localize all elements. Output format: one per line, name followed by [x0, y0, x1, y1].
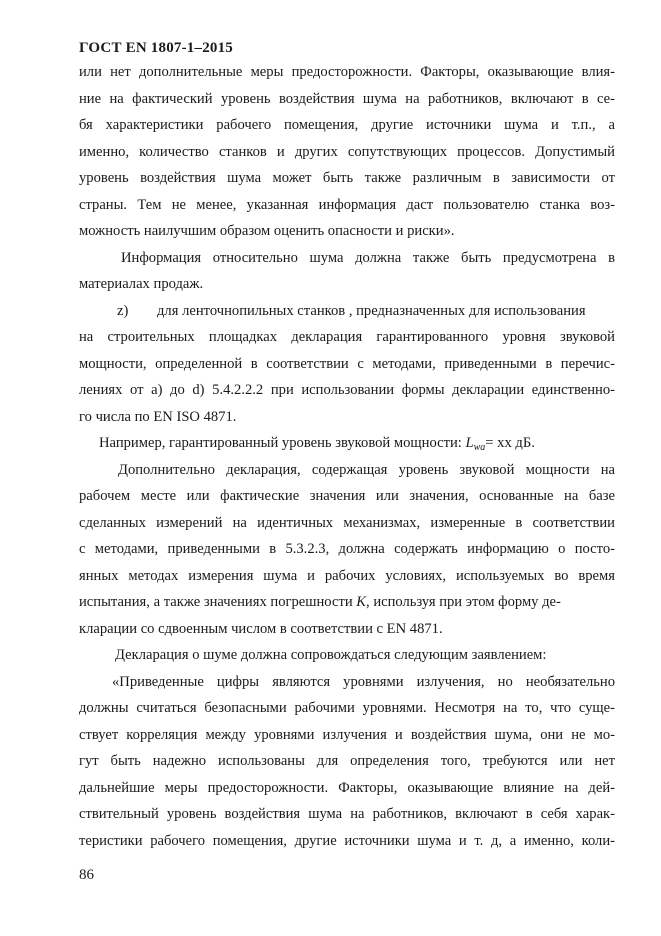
- example-value: = xx дБ.: [485, 435, 535, 451]
- text-line: лениях от а) до d) 5.4.2.2.2 при использовании формы декларации единственно-: [79, 382, 615, 398]
- text-line: Дополнительно декларация, содержащая уровень звуковой мощности на: [118, 461, 615, 478]
- text-line: уровень воздействия шума может быть также различным в зависимости от: [79, 170, 615, 186]
- text-line: го числа по EN ISO 4871.: [79, 408, 237, 425]
- text-line: мощности, определенной в соответствии с методами, приведенными в перечис-: [79, 355, 615, 372]
- list-item-z: [79, 298, 615, 325]
- text-line: рабочем месте или фактические значения или значения, основанные на базе: [79, 488, 615, 504]
- text-line: Декларация о шуме должна сопровождаться следующим заявлением:: [115, 647, 547, 663]
- text-line: сделанных измерений на идентичных механизмах, измеренные в соответствии: [79, 514, 615, 531]
- text-line: страны. Тем не менее, указанная информация даст пользователю станка воз-: [79, 196, 615, 213]
- text-line: ствительный уровень воздействия шума на работников, включают в себя харак-: [79, 806, 615, 822]
- text-line: должны считаться безопасными рабочими уровнями. Несмотря на то, что суще-: [79, 700, 615, 716]
- standard-header: ГОСТ EN 1807-1–2015: [79, 40, 233, 56]
- text-line: именно, количество станков и других сопутствующих процессов. Допустимый: [79, 143, 615, 160]
- page-number: 86: [79, 867, 94, 883]
- body-text: [79, 59, 615, 854]
- text-line: кларации со сдвоенным числом в соответствии с EN 4871.: [79, 620, 443, 637]
- text-line: с методами, приведенными в 5.3.2.3, должна содержать информацию о посто-: [79, 541, 615, 557]
- example-text: Например, гарантированный уровень звуковой мощности:: [99, 435, 466, 451]
- text-segment: , используя при этом форму де-: [366, 594, 561, 610]
- example-line: [79, 430, 615, 457]
- text-line: ствует корреляция между уровнями излучения и воздействия шума, они не мо-: [79, 726, 615, 743]
- text-line: материалах продаж.: [79, 276, 204, 292]
- text-segment: испытания, а также значениях погрешности: [79, 594, 357, 610]
- text-line: или нет дополнительные меры предосторожности. Факторы, оказывающие влия-: [79, 64, 615, 80]
- text-line: бя характеристики рабочего помещения, другие источники шума и т.п., а: [79, 117, 615, 133]
- text-line: гут быть надежно использованы для определения того, требуются или нет: [79, 753, 615, 769]
- text-line: на строительных площадках декларация гарантированного уровня звуковой: [79, 329, 615, 345]
- text-line: теристики рабочего помещения, другие источники шума и т. д, а именно, коли-: [79, 832, 615, 849]
- list-item-label: z): [117, 302, 129, 319]
- symbol-k: K: [356, 594, 367, 610]
- text-line: дальнейшие меры предосторожности. Факторы, оказывающие влияние на дей-: [79, 779, 615, 796]
- text-line: для ленточнопильных станков , предназначенных для использования: [157, 302, 586, 319]
- symbol-subscript: wa: [473, 442, 486, 453]
- text-line: «Приведенные цифры являются уровнями излучения, но необязательно: [112, 673, 615, 690]
- text-line-k: [79, 589, 615, 616]
- text-line: янных методах измерения шума и рабочих условиях, используемых во время: [79, 567, 615, 584]
- text-line: можность наилучшим образом оценить опасности и риски».: [79, 223, 455, 239]
- text-line: ние на фактический уровень воздействия шума на работников, включают в се-: [79, 90, 615, 107]
- symbol-l: L: [465, 435, 474, 451]
- text-line: Информация относительно шума должна также быть предусмотрена в: [121, 249, 615, 266]
